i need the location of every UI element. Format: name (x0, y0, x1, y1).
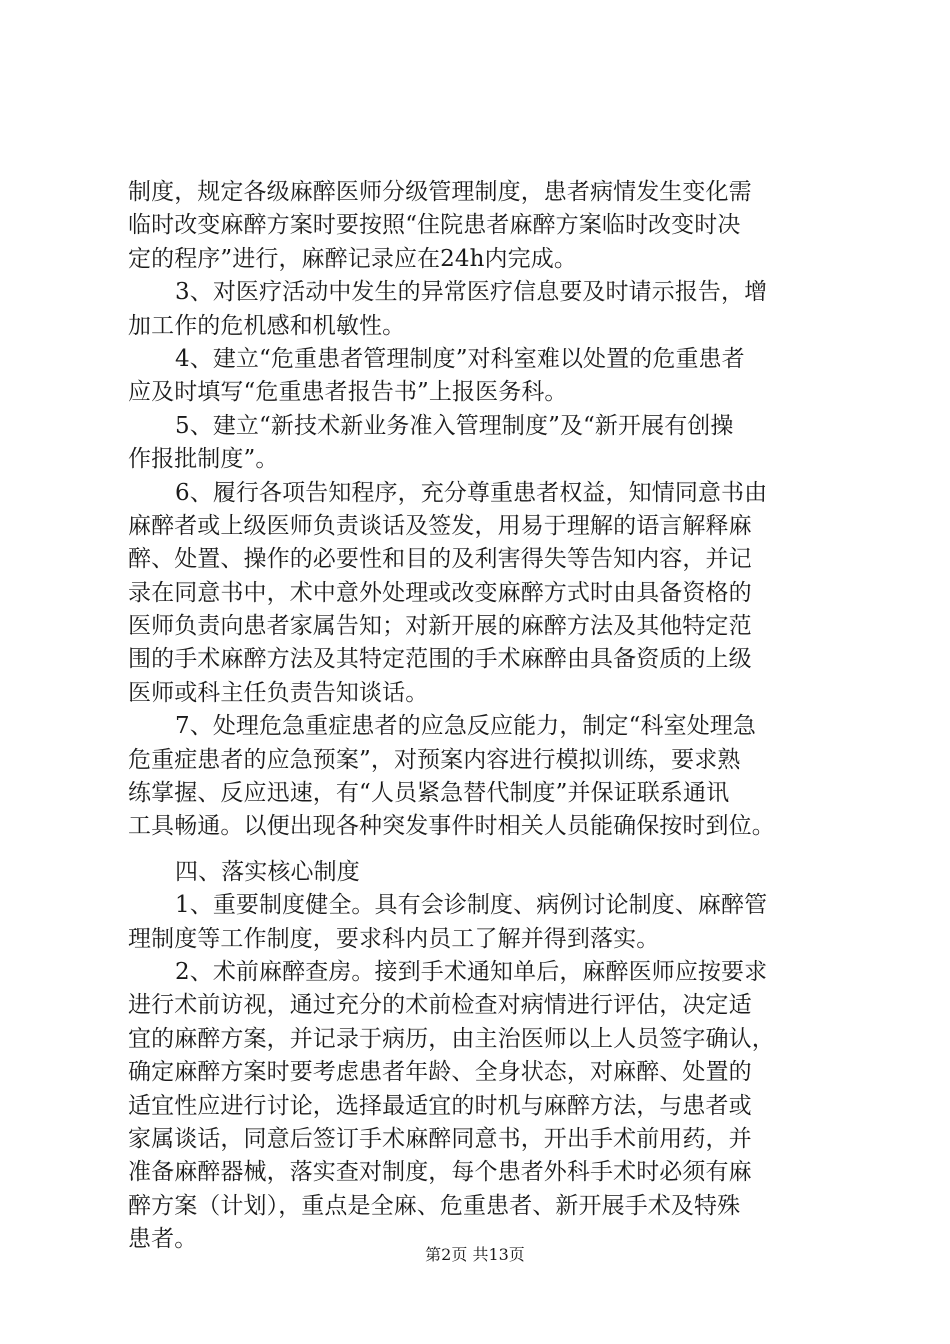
text-line: 医师或科主任负责告知谈话。 (128, 679, 429, 706)
text-line: 适宜性应进行讨论，选择最适宜的时机与麻醉方法，与患者或 (128, 1092, 752, 1119)
text-line: 患者。 (128, 1226, 198, 1253)
text-line: 醉方案（计划），重点是全麻、危重患者、新开展手术及特殊 (128, 1192, 741, 1219)
text-line: 家属谈话，同意后签订手术麻醉同意书，开出手术前用药，并 (128, 1125, 752, 1152)
text-line: 危重症患者的应急预案”，对预案内容进行模拟训练，要求熟 (128, 746, 741, 773)
text-line: 录在同意书中，术中意外处理或改变麻醉方式时由具备资格的 (128, 579, 752, 606)
text-line: 5、建立“新技术新业务准入管理制度”及“新开展有创操 (175, 412, 734, 439)
text-line: 练掌握、反应迅速，有“人员紧急替代制度”并保证联系通讯 (128, 780, 730, 807)
text-line: 理制度等工作制度，要求科内员工了解并得到落实。 (128, 925, 660, 952)
text-line: 围的手术麻醉方法及其特定范围的手术麻醉由具备资质的上级 (128, 646, 752, 673)
text-line: 制度，规定各级麻醉医师分级管理制度，患者病情发生变化需 (128, 179, 752, 205)
document-body (128, 176, 842, 1257)
text-line: 作报批制度”。 (128, 446, 279, 473)
text-line: 麻醉者或上级医师负责谈话及签发，用易于理解的语言解释麻 (128, 512, 752, 539)
text-line: 临时改变麻醉方案时要按照“住院患者麻醉方案临时改变时决 (128, 212, 741, 239)
text-line: 进行术前访视，通过充分的术前检查对病情进行评估，决定适 (128, 992, 752, 1019)
text-line: 1、重要制度健全。具有会诊制度、病例讨论制度、麻醉管 (175, 892, 768, 919)
text-line: 4、建立“危重患者管理制度”对科室难以处置的危重患者 (175, 345, 745, 372)
text-line: 工具畅通。以便出现各种突发事件时相关人员能确保按时到位。 (128, 813, 775, 840)
page-number-footer: 第2页 共13页 (425, 1245, 525, 1264)
text-line: 2、术前麻醉查房。接到手术通知单后，麻醉医师应按要求 (175, 958, 768, 985)
text-line: 应及时填写“危重患者报告书”上报医务科。 (128, 379, 568, 406)
text-line: 宜的麻醉方案，并记录于病历，由主治医师以上人员签字确认， (128, 1025, 775, 1052)
paragraph-gap (128, 844, 842, 856)
text-line: 7、处理危急重症患者的应急反应能力，制定“科室处理急 (175, 713, 756, 740)
text-line: 6、履行各项告知程序，充分尊重患者权益，知情同意书由 (175, 479, 768, 506)
section-heading: 四、落实核心制度 (175, 858, 360, 885)
text-line: 醉、处置、操作的必要性和目的及利害得失等告知内容，并记 (128, 546, 752, 573)
text-line: 加工作的危机感和机敏性。 (128, 312, 406, 339)
text-line: 医师负责向患者家属告知；对新开展的麻醉方法及其他特定范 (128, 613, 752, 640)
text-line: 定的程序”进行，麻醉记录应在24h内完成。 (128, 245, 577, 272)
text-line: 确定麻醉方案时要考虑患者年龄、全身状态，对麻醉、处置的 (128, 1059, 752, 1086)
text-line: 3、对医疗活动中发生的异常医疗信息要及时请示报告，增 (175, 279, 768, 306)
text-line: 准备麻醉器械，落实查对制度，每个患者外科手术时必须有麻 (128, 1159, 752, 1186)
